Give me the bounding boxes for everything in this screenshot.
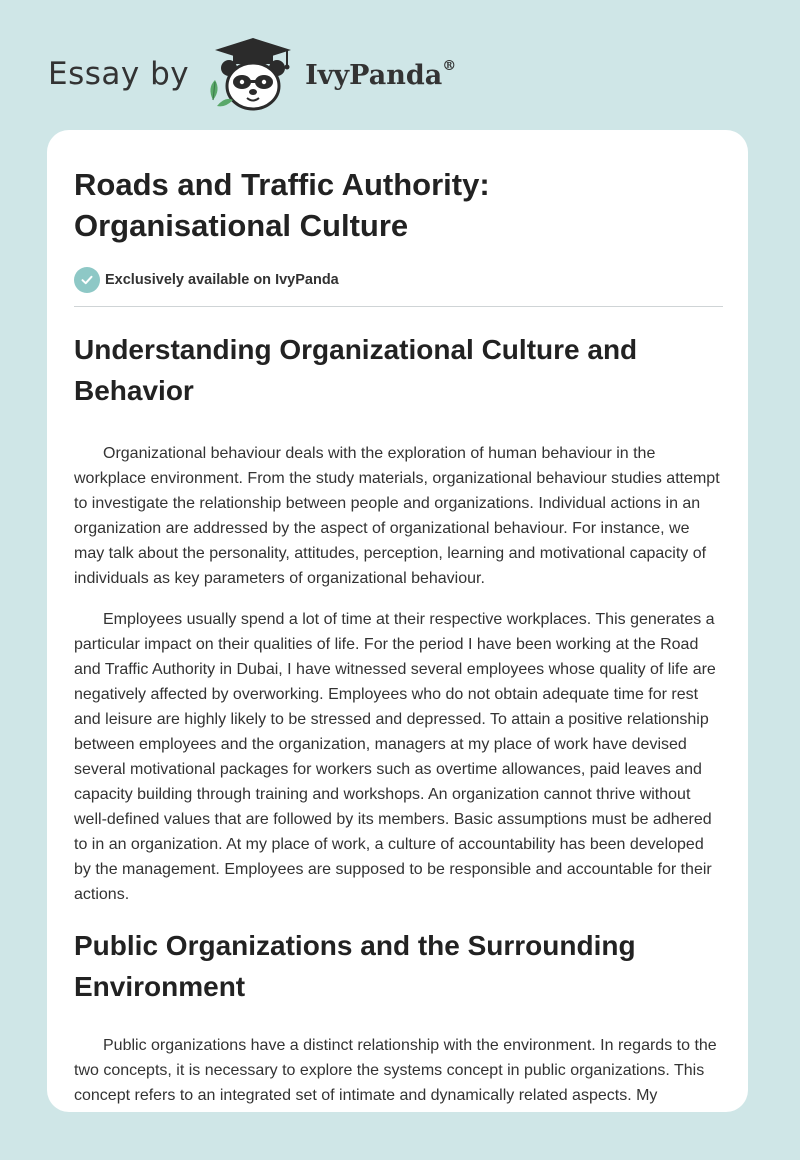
check-circle-icon [74, 267, 100, 293]
paragraph: Organizational behaviour deals with the exploration of human behaviour in the workplace environment. From the study materials, organizational behaviour studies attempt to investigate the relationship between people and organizations. Individual actions in an organization are addressed by the aspect of organizational behaviour. For instance, we may talk about the personality, attitudes, perception, learning and motivational capacity of individuals as key parameters of organizational behaviour. [74, 445, 720, 587]
essay-by-label: Essay by [48, 56, 190, 92]
page-title [74, 164, 724, 246]
title-line-1: Roads and Traffic Authority: [74, 167, 490, 202]
exclusive-badge [74, 266, 724, 294]
essay-content [74, 164, 724, 1108]
site-header [0, 0, 800, 130]
badge-text: Exclusively available on IvyPanda [105, 272, 339, 288]
paragraph: Employees usually spend a lot of time at their respective workplaces. This generates a particular impact on their qualities of life. For the period I have been working at the Road and Traffic Authority in Dubai, I have witnessed several employees whose quality of life are negatively affected by overworking. Employees who do not obtain adequate time for rest and leisure are highly likely to be stressed and depressed. To attain a positive relationship between employees and the organization, managers at my place of work have devised several motivational packages for workers such as overtime allowances, paid leaves and capacity building through training and workshops. An organization cannot thrive without well-defined values that are followed by its members. Basic assumptions must be adhered to in an organization. At my place of work, a culture of accountability has been developed by the management. Employees are supposed to be responsible and accountable for their actions. [74, 611, 716, 903]
section-heading: Public Organizations and the Surrounding Environment [74, 930, 636, 1002]
title-line-2: Organisational Culture [74, 208, 409, 243]
panda-graduate-icon [203, 36, 299, 112]
essay-card [47, 130, 748, 1112]
ivypanda-wordmark: IvyPanda® [305, 57, 457, 91]
section-heading: Understanding Organizational Culture and Behavior [74, 334, 638, 406]
divider [74, 306, 723, 307]
paragraph: Public organizations have a distinct relationship with the environment. In regards to the two concepts, it is necessary to explore the systems concept in public organizations. This concept refers to an integrated set of intimate and dynamically related aspects. My [74, 1037, 717, 1104]
brand-logo[interactable] [48, 36, 456, 112]
